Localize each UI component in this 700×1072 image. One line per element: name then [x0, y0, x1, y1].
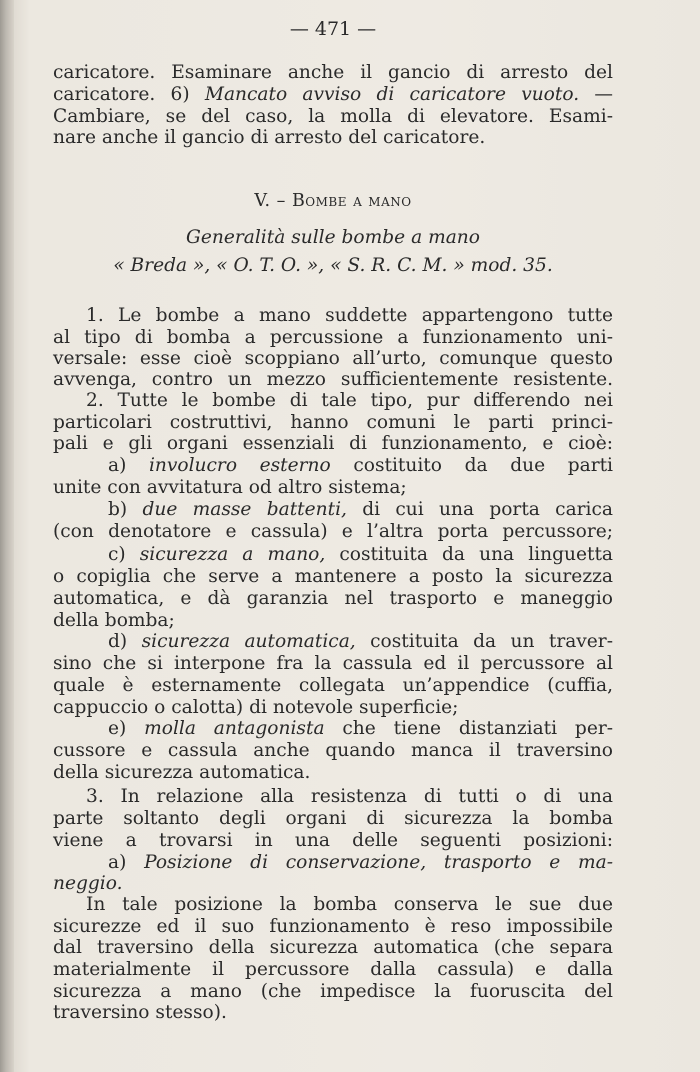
text-line: della bomba; [53, 610, 175, 631]
italic-run: due masse battenti, [142, 499, 347, 520]
text-line: pali e gli organi essenziali di funzionamento, e cioè: [53, 433, 613, 454]
list-item-d: d) sicurezza automatica, costituita da un traver- [108, 631, 613, 652]
text-line: 1. Le bombe a mano suddette appartengono tutte [86, 305, 613, 326]
section-heading [53, 190, 613, 212]
italic-run: involucro esterno [148, 455, 331, 476]
italic-run: neggio. [53, 873, 123, 894]
text-line: avvenga, contro un mezzo sufficientemente resistente. [53, 369, 613, 390]
text-line: sino che si interpone fra la cassula ed il percussore al [53, 653, 613, 674]
italic-run: sicurezza a mano, [139, 544, 326, 565]
list-item-c: c) sicurezza a mano, costituita da una linguetta [108, 544, 614, 565]
text-line: traversino stesso). [53, 1002, 227, 1023]
page-number: — 471 — [289, 18, 377, 40]
text-line: della sicurezza automatica. [53, 762, 311, 783]
text-line: parte soltanto degli organi di sicurezza la bomba [53, 808, 613, 829]
text-line: quale è esternamente collegata un’appendice (cuffia, [53, 675, 613, 696]
section-title: Bombe a mano [291, 191, 412, 211]
list-item-a: a) involucro esterno costituito da due parti [108, 455, 614, 476]
italic-run: molla antagonista [144, 718, 325, 739]
text-line: 2. Tutte le bombe di tale tipo, pur differendo nei [86, 390, 613, 411]
text-line: Cambiare, se del caso, la molla di elevatore. Esami- [53, 106, 613, 127]
italic-run: Posizione di conservazione, trasporto e ma- [144, 852, 614, 873]
text-line: (con denotatore e cassula) e l’altra porta percussore; [53, 521, 613, 542]
text-line: nare anche il gancio di arresto del caricatore. [53, 127, 486, 148]
text-line [53, 873, 613, 895]
section-number: V. – [254, 191, 286, 211]
section-models: « Breda », « O. T. O. », « S. R. C. M. » mod. 35. [113, 255, 553, 276]
text-line: sicurezze ed il suo funzionamento è reso impossibile [53, 916, 613, 937]
text-line: viene a trovarsi in una delle seguenti posizioni: [53, 830, 613, 851]
text-line: dal traversino della sicurezza automatica (che separa [53, 937, 613, 958]
section-subtitle: Generalità sulle bombe a mano [186, 227, 480, 248]
text-line: versale: esse cioè scoppiano all’urto, comunque questo [53, 348, 613, 369]
text-line: o copiglia che serve a mantenere a posto la sicurezza [53, 566, 613, 587]
text-line: caricatore. 6) Mancato avviso di caricatore vuoto. — [53, 84, 613, 105]
text-line: caricatore. Esaminare anche il gancio di arresto del [53, 62, 613, 83]
text-line: al tipo di bomba a percussione a funzionamento uni- [53, 327, 613, 348]
text-line: cussore e cassula anche quando manca il traversino [53, 740, 613, 761]
italic-run: Mancato avviso di caricatore vuoto. [204, 84, 580, 105]
text-line: automatica, e dà garanzia nel trasporto e maneggio [53, 588, 613, 609]
text-line: cappuccio o calotta) di notevole superficie; [53, 697, 459, 718]
text-line: unite con avvitatura od altro sistema; [53, 477, 407, 498]
text-line: In tale posizione la bomba conserva le sue due [86, 894, 613, 915]
text-line: 3. In relazione alla resistenza di tutti o di una [86, 786, 613, 807]
text-line: materialmente il percussore dalla cassula) e dalla [53, 959, 613, 980]
list-item-e: e) molla antagonista che tiene distanziati per- [108, 718, 614, 739]
list-item-b: b) due masse battenti, di cui una porta carica [108, 499, 614, 520]
italic-run: sicurezza automatica, [141, 631, 356, 652]
list-item-a-position: a) Posizione di conservazione, trasporto e ma- [108, 852, 614, 873]
text-line: particolari costruttivi, hanno comuni le parti princi- [53, 412, 613, 433]
text-line: sicurezza a mano (che impedisce la fuoruscita del [53, 981, 613, 1002]
